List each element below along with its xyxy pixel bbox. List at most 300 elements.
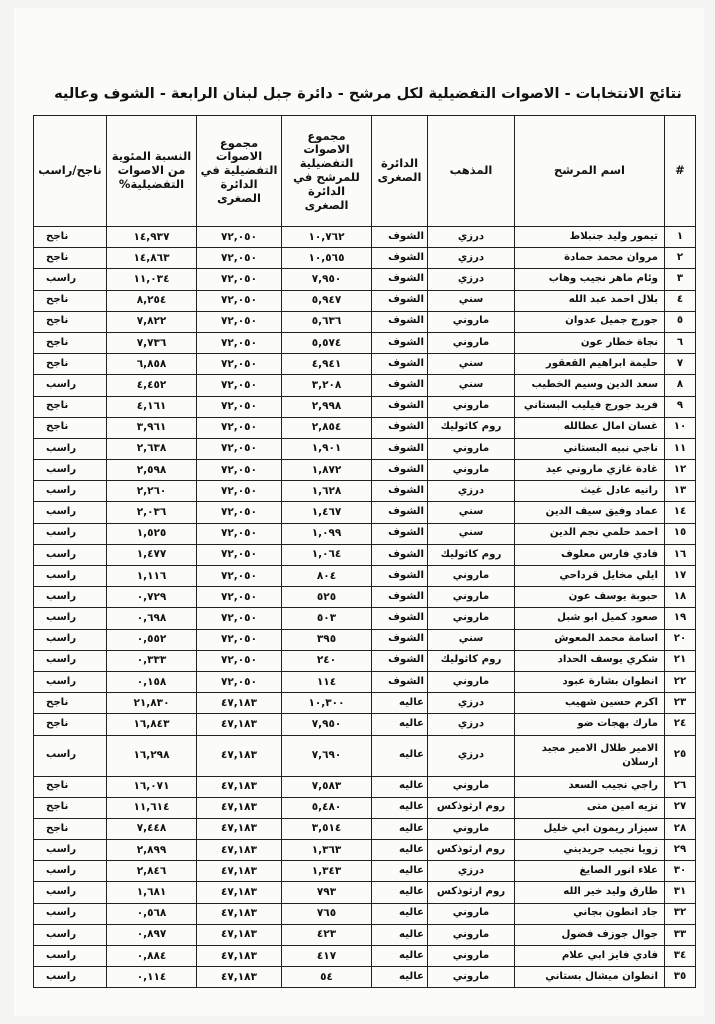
district-total-votes: ٤٧,١٨٣	[197, 776, 282, 797]
candidate-votes: ١١٤	[282, 671, 372, 692]
result-status: ناجح	[34, 248, 107, 269]
sect: سني	[428, 523, 515, 544]
district: عاليه	[372, 946, 428, 967]
district-total-votes: ٧٢,٠٥٠	[197, 269, 282, 290]
header-percent: النسبة المئوية من الاصوات التفضيلية%	[107, 116, 197, 227]
table-row	[34, 460, 696, 481]
table-row	[34, 248, 696, 269]
row-number: ٢٤	[665, 714, 696, 735]
table-row	[34, 544, 696, 565]
table-row	[34, 735, 696, 776]
result-status: ناجح	[34, 776, 107, 797]
sect: ماروني	[428, 460, 515, 481]
sect: سني	[428, 290, 515, 311]
district: الشوف	[372, 354, 428, 375]
row-number: ٢٠	[665, 629, 696, 650]
row-number: ٤	[665, 290, 696, 311]
candidate-votes: ٧٩٣	[282, 882, 372, 903]
district-total-votes: ٤٧,١٨٣	[197, 903, 282, 924]
candidate-name: فادي فارس معلوف	[515, 544, 665, 565]
district-total-votes: ٧٢,٠٥٠	[197, 438, 282, 459]
sect: سني	[428, 354, 515, 375]
table-row	[34, 396, 696, 417]
row-number: ١٣	[665, 481, 696, 502]
page-title: نتائج الانتخابات - الاصوات التفضيلية لكل مرشح - دائرة جبل لبنان الرابعة - الشوف وعاليه	[54, 86, 682, 102]
result-status: راسب	[34, 650, 107, 671]
district: الشوف	[372, 544, 428, 565]
candidate-votes: ١,٤٦٧	[282, 502, 372, 523]
candidate-votes: ٢,٩٩٨	[282, 396, 372, 417]
table-row	[34, 587, 696, 608]
result-status: راسب	[34, 946, 107, 967]
district: الشوف	[372, 481, 428, 502]
sect: روم ارثوذكس	[428, 797, 515, 818]
sect: روم كاثوليك	[428, 544, 515, 565]
sect: ماروني	[428, 903, 515, 924]
district: عاليه	[372, 861, 428, 882]
candidate-name: مارك بهجات ضو	[515, 714, 665, 735]
row-number: ٢	[665, 248, 696, 269]
candidate-votes: ٥,٤٨٠	[282, 797, 372, 818]
district-total-votes: ٤٧,١٨٣	[197, 818, 282, 839]
result-status: راسب	[34, 438, 107, 459]
district-total-votes: ٧٢,٠٥٠	[197, 544, 282, 565]
result-status: راسب	[34, 967, 107, 988]
candidate-votes: ٣٩٥	[282, 629, 372, 650]
sect: روم ارثوذكس	[428, 882, 515, 903]
vote-percent: ١١,٠٣٤	[107, 269, 197, 290]
district-total-votes: ٧٢,٠٥٠	[197, 417, 282, 438]
candidate-name: جاد انطون بجاني	[515, 903, 665, 924]
candidate-votes: ٤,٩٤١	[282, 354, 372, 375]
result-status: ناجح	[34, 227, 107, 248]
result-status: راسب	[34, 523, 107, 544]
result-status: راسب	[34, 903, 107, 924]
sect: درزي	[428, 227, 515, 248]
vote-percent: ٠,١٥٨	[107, 671, 197, 692]
result-status: ناجح	[34, 311, 107, 332]
district-total-votes: ٤٧,١٨٣	[197, 797, 282, 818]
candidate-votes: ١,٩٠١	[282, 438, 372, 459]
vote-percent: ٠,٧٢٩	[107, 587, 197, 608]
header-total-votes: مجموع الاصوات التفضيلية في الدائرة الصغرى	[197, 116, 282, 227]
table-row	[34, 311, 696, 332]
district-total-votes: ٧٢,٠٥٠	[197, 248, 282, 269]
vote-percent: ٢,٠٣٦	[107, 502, 197, 523]
sect: ماروني	[428, 566, 515, 587]
district-total-votes: ٧٢,٠٥٠	[197, 566, 282, 587]
candidate-votes: ٥٤	[282, 967, 372, 988]
candidate-votes: ٤١٧	[282, 946, 372, 967]
row-number: ٢٢	[665, 671, 696, 692]
row-number: ١٧	[665, 566, 696, 587]
vote-percent: ٠,٨٩٧	[107, 924, 197, 945]
candidate-votes: ١٠,٣٠٠	[282, 693, 372, 714]
candidate-name: عماد وفيق سيف الدين	[515, 502, 665, 523]
district: عاليه	[372, 967, 428, 988]
vote-percent: ١,١١٦	[107, 566, 197, 587]
candidate-name: فريد جورج فيليب البستاني	[515, 396, 665, 417]
result-status: ناجح	[34, 818, 107, 839]
candidate-name: حبوبة يوسف عون	[515, 587, 665, 608]
table-row	[34, 269, 696, 290]
table-row	[34, 481, 696, 502]
district-total-votes: ٧٢,٠٥٠	[197, 523, 282, 544]
candidate-name: سعد الدين وسيم الخطيب	[515, 375, 665, 396]
district-total-votes: ٧٢,٠٥٠	[197, 650, 282, 671]
district-total-votes: ٤٧,١٨٣	[197, 840, 282, 861]
table-row	[34, 523, 696, 544]
district: الشوف	[372, 460, 428, 481]
result-status: ناجح	[34, 354, 107, 375]
candidate-name: انطوان ميشال بستاني	[515, 967, 665, 988]
district-total-votes: ٤٧,١٨٣	[197, 714, 282, 735]
district: الشوف	[372, 566, 428, 587]
district-total-votes: ٧٢,٠٥٠	[197, 629, 282, 650]
sect: درزي	[428, 861, 515, 882]
result-status: راسب	[34, 375, 107, 396]
sect: ماروني	[428, 967, 515, 988]
district-total-votes: ٧٢,٠٥٠	[197, 396, 282, 417]
district: الشوف	[372, 608, 428, 629]
candidate-name: وئام ماهر نجيب وهاب	[515, 269, 665, 290]
district: عاليه	[372, 840, 428, 861]
row-number: ٣٣	[665, 924, 696, 945]
result-status: ناجح	[34, 332, 107, 353]
district: الشوف	[372, 396, 428, 417]
result-status: راسب	[34, 735, 107, 776]
header-district: الدائرة الصغرى	[372, 116, 428, 227]
district: الشوف	[372, 629, 428, 650]
candidate-votes: ١,٦٢٨	[282, 481, 372, 502]
vote-percent: ١٦,٠٧١	[107, 776, 197, 797]
table-row	[34, 502, 696, 523]
sect: درزي	[428, 481, 515, 502]
district-total-votes: ٤٧,١٨٣	[197, 861, 282, 882]
result-status: راسب	[34, 502, 107, 523]
candidate-name: ايلي مخايل قرداحي	[515, 566, 665, 587]
row-number: ١٤	[665, 502, 696, 523]
table-row	[34, 332, 696, 353]
table-row	[34, 671, 696, 692]
district-total-votes: ٤٧,١٨٣	[197, 967, 282, 988]
result-status: راسب	[34, 481, 107, 502]
district-total-votes: ٧٢,٠٥٠	[197, 227, 282, 248]
table-row	[34, 566, 696, 587]
district-total-votes: ٧٢,٠٥٠	[197, 332, 282, 353]
row-number: ٣	[665, 269, 696, 290]
row-number: ٣٤	[665, 946, 696, 967]
district-total-votes: ٧٢,٠٥٠	[197, 481, 282, 502]
district: الشوف	[372, 375, 428, 396]
candidate-votes: ١,٠٩٩	[282, 523, 372, 544]
district-total-votes: ٧٢,٠٥٠	[197, 671, 282, 692]
sect: روم كاثوليك	[428, 417, 515, 438]
district-total-votes: ٧٢,٠٥٠	[197, 608, 282, 629]
vote-percent: ٤,٤٥٢	[107, 375, 197, 396]
candidate-name: غادة غازي ماروني عيد	[515, 460, 665, 481]
district: الشوف	[372, 650, 428, 671]
candidate-name: راجي نجيب السعد	[515, 776, 665, 797]
candidate-votes: ٥٢٥	[282, 587, 372, 608]
candidate-votes: ٧٦٥	[282, 903, 372, 924]
row-number: ١	[665, 227, 696, 248]
district: الشوف	[372, 523, 428, 544]
candidate-name: انطوان بشارة عبود	[515, 671, 665, 692]
district-total-votes: ٤٧,١٨٣	[197, 735, 282, 776]
vote-percent: ٧,٤٤٨	[107, 818, 197, 839]
row-number: ١١	[665, 438, 696, 459]
candidate-votes: ٥٠٣	[282, 608, 372, 629]
candidate-name: اسامة محمد المعوش	[515, 629, 665, 650]
district-total-votes: ٤٧,١٨٣	[197, 882, 282, 903]
district: الشوف	[372, 502, 428, 523]
table-row	[34, 797, 696, 818]
row-number: ٢٣	[665, 693, 696, 714]
row-number: ٣٥	[665, 967, 696, 988]
table-row	[34, 650, 696, 671]
district: عاليه	[372, 714, 428, 735]
district-total-votes: ٧٢,٠٥٠	[197, 587, 282, 608]
vote-percent: ٢١,٨٣٠	[107, 693, 197, 714]
candidate-votes: ١,٠٦٤	[282, 544, 372, 565]
vote-percent: ١,٦٨١	[107, 882, 197, 903]
candidate-name: الامير طلال الامير مجيد ارسلان	[515, 735, 665, 776]
table-row	[34, 417, 696, 438]
table-row	[34, 693, 696, 714]
table-row	[34, 840, 696, 861]
row-number: ١٠	[665, 417, 696, 438]
table-row	[34, 714, 696, 735]
result-status: ناجح	[34, 417, 107, 438]
result-status: ناجح	[34, 693, 107, 714]
candidate-votes: ٥,٥٧٤	[282, 332, 372, 353]
district-total-votes: ٧٢,٠٥٠	[197, 311, 282, 332]
table-row	[34, 608, 696, 629]
row-number: ١٨	[665, 587, 696, 608]
district: عاليه	[372, 903, 428, 924]
result-status: راسب	[34, 269, 107, 290]
vote-percent: ٢,٨٤٦	[107, 861, 197, 882]
candidate-votes: ١,٣٤٣	[282, 861, 372, 882]
candidate-votes: ٨٠٤	[282, 566, 372, 587]
row-number: ٢٨	[665, 818, 696, 839]
vote-percent: ٠,٨٨٤	[107, 946, 197, 967]
sect: ماروني	[428, 776, 515, 797]
candidate-votes: ٧,٦٩٠	[282, 735, 372, 776]
vote-percent: ٤,١٦١	[107, 396, 197, 417]
vote-percent: ٠,٥٥٢	[107, 629, 197, 650]
vote-percent: ٠,٥٦٨	[107, 903, 197, 924]
district: عاليه	[372, 818, 428, 839]
sect: ماروني	[428, 438, 515, 459]
candidate-votes: ٧,٩٥٠	[282, 269, 372, 290]
table-row	[34, 882, 696, 903]
sect: سني	[428, 629, 515, 650]
candidate-name: صعود كميل ابو شبل	[515, 608, 665, 629]
result-status: ناجح	[34, 290, 107, 311]
district-total-votes: ٧٢,٠٥٠	[197, 290, 282, 311]
candidate-name: شكري يوسف الحداد	[515, 650, 665, 671]
district: الشوف	[372, 248, 428, 269]
header-religion: المذهب	[428, 116, 515, 227]
candidate-votes: ٤٢٣	[282, 924, 372, 945]
table-row	[34, 967, 696, 988]
result-status: راسب	[34, 544, 107, 565]
vote-percent: ٦,٨٥٨	[107, 354, 197, 375]
vote-percent: ٢,٦٣٨	[107, 438, 197, 459]
row-number: ٢٥	[665, 735, 696, 776]
district: الشوف	[372, 227, 428, 248]
district: الشوف	[372, 269, 428, 290]
district-total-votes: ٤٧,١٨٣	[197, 924, 282, 945]
row-number: ٨	[665, 375, 696, 396]
sect: سني	[428, 502, 515, 523]
row-number: ٢٦	[665, 776, 696, 797]
candidate-votes: ٣,٥١٤	[282, 818, 372, 839]
district-total-votes: ٧٢,٠٥٠	[197, 375, 282, 396]
district: الشوف	[372, 417, 428, 438]
district: الشوف	[372, 587, 428, 608]
sect: ماروني	[428, 608, 515, 629]
result-status: راسب	[34, 882, 107, 903]
vote-percent: ٧,٧٣٦	[107, 332, 197, 353]
sect: ماروني	[428, 587, 515, 608]
sect: درزي	[428, 714, 515, 735]
row-number: ١٦	[665, 544, 696, 565]
table-row	[34, 227, 696, 248]
result-status: ناجح	[34, 396, 107, 417]
result-status: راسب	[34, 608, 107, 629]
vote-percent: ٠,١١٤	[107, 967, 197, 988]
vote-percent: ٨,٢٥٤	[107, 290, 197, 311]
vote-percent: ٣,٩٦١	[107, 417, 197, 438]
district-total-votes: ٤٧,١٨٣	[197, 946, 282, 967]
row-number: ٢٩	[665, 840, 696, 861]
district: عاليه	[372, 797, 428, 818]
result-status: راسب	[34, 671, 107, 692]
header-name: اسم المرشح	[515, 116, 665, 227]
candidate-name: جورج جميل عدوان	[515, 311, 665, 332]
sect: ماروني	[428, 396, 515, 417]
table-row	[34, 818, 696, 839]
header-candidate-votes: مجموع الاصوات التفضيلية للمرشح في الدائرة الصغرى	[282, 116, 372, 227]
sect: درزي	[428, 735, 515, 776]
candidate-votes: ١٠,٧٦٢	[282, 227, 372, 248]
vote-percent: ٠,٣٣٣	[107, 650, 197, 671]
sect: روم كاثوليك	[428, 650, 515, 671]
row-number: ٣٢	[665, 903, 696, 924]
results-table	[33, 115, 696, 988]
row-number: ١٥	[665, 523, 696, 544]
sect: ماروني	[428, 924, 515, 945]
candidate-name: بلال احمد عبد الله	[515, 290, 665, 311]
candidate-name: اكرم حسين شهيب	[515, 693, 665, 714]
result-status: راسب	[34, 629, 107, 650]
row-number: ٣٠	[665, 861, 696, 882]
candidate-votes: ١,٨٧٢	[282, 460, 372, 481]
candidate-name: سيزار ريمون ابي خليل	[515, 818, 665, 839]
sect: ماروني	[428, 671, 515, 692]
row-number: ٩	[665, 396, 696, 417]
district: الشوف	[372, 311, 428, 332]
district: عاليه	[372, 882, 428, 903]
result-status: راسب	[34, 840, 107, 861]
vote-percent: ١٤,٩٣٧	[107, 227, 197, 248]
candidate-name: علاء انور الصايغ	[515, 861, 665, 882]
row-number: ٧	[665, 354, 696, 375]
district: عاليه	[372, 693, 428, 714]
candidate-votes: ٣,٢٠٨	[282, 375, 372, 396]
row-number: ٥	[665, 311, 696, 332]
table-row	[34, 629, 696, 650]
candidate-name: حليمة ابراهيم القعقور	[515, 354, 665, 375]
vote-percent: ٢,٥٩٨	[107, 460, 197, 481]
vote-percent: ٢,٢٦٠	[107, 481, 197, 502]
result-status: راسب	[34, 566, 107, 587]
district: الشوف	[372, 332, 428, 353]
vote-percent: ١,٥٢٥	[107, 523, 197, 544]
candidate-name: جوال جوزف فضول	[515, 924, 665, 945]
vote-percent: ١٦,٨٤٣	[107, 714, 197, 735]
candidate-name: زويا نجيب جريديني	[515, 840, 665, 861]
candidate-name: نجاة خطار عون	[515, 332, 665, 353]
candidate-votes: ١٠,٥٦٥	[282, 248, 372, 269]
row-number: ١٢	[665, 460, 696, 481]
candidate-name: تيمور وليد جنبلاط	[515, 227, 665, 248]
sect: ماروني	[428, 332, 515, 353]
result-status: راسب	[34, 587, 107, 608]
result-status: راسب	[34, 460, 107, 481]
candidate-name: غسان امال عطالله	[515, 417, 665, 438]
vote-percent: ٢,٨٩٩	[107, 840, 197, 861]
sect: ماروني	[428, 818, 515, 839]
table-row	[34, 290, 696, 311]
result-status: ناجح	[34, 714, 107, 735]
table-header-row	[34, 116, 696, 227]
sect: ماروني	[428, 946, 515, 967]
table-row	[34, 354, 696, 375]
result-status: راسب	[34, 861, 107, 882]
district: عاليه	[372, 735, 428, 776]
sect: درزي	[428, 693, 515, 714]
vote-percent: ١١,٦١٤	[107, 797, 197, 818]
table-row	[34, 438, 696, 459]
district-total-votes: ٧٢,٠٥٠	[197, 460, 282, 481]
row-number: ٢٧	[665, 797, 696, 818]
sect: روم ارثوذكس	[428, 840, 515, 861]
header-num: #	[665, 116, 696, 227]
district-total-votes: ٤٧,١٨٣	[197, 693, 282, 714]
sect: درزي	[428, 269, 515, 290]
row-number: ٢١	[665, 650, 696, 671]
table-row	[34, 903, 696, 924]
header-result: ناجح/راسب	[34, 116, 107, 227]
candidate-votes: ٥,٦٣٦	[282, 311, 372, 332]
candidate-votes: ٥,٩٤٧	[282, 290, 372, 311]
candidate-name: مروان محمد حمادة	[515, 248, 665, 269]
table-row	[34, 946, 696, 967]
candidate-votes: ٧,٩٥٠	[282, 714, 372, 735]
vote-percent: ٧,٨٢٢	[107, 311, 197, 332]
table-row	[34, 776, 696, 797]
row-number: ٣١	[665, 882, 696, 903]
table-row	[34, 924, 696, 945]
district: عاليه	[372, 924, 428, 945]
vote-percent: ١٦,٢٩٨	[107, 735, 197, 776]
candidate-name: نزيه امين متى	[515, 797, 665, 818]
vote-percent: ٠,٦٩٨	[107, 608, 197, 629]
